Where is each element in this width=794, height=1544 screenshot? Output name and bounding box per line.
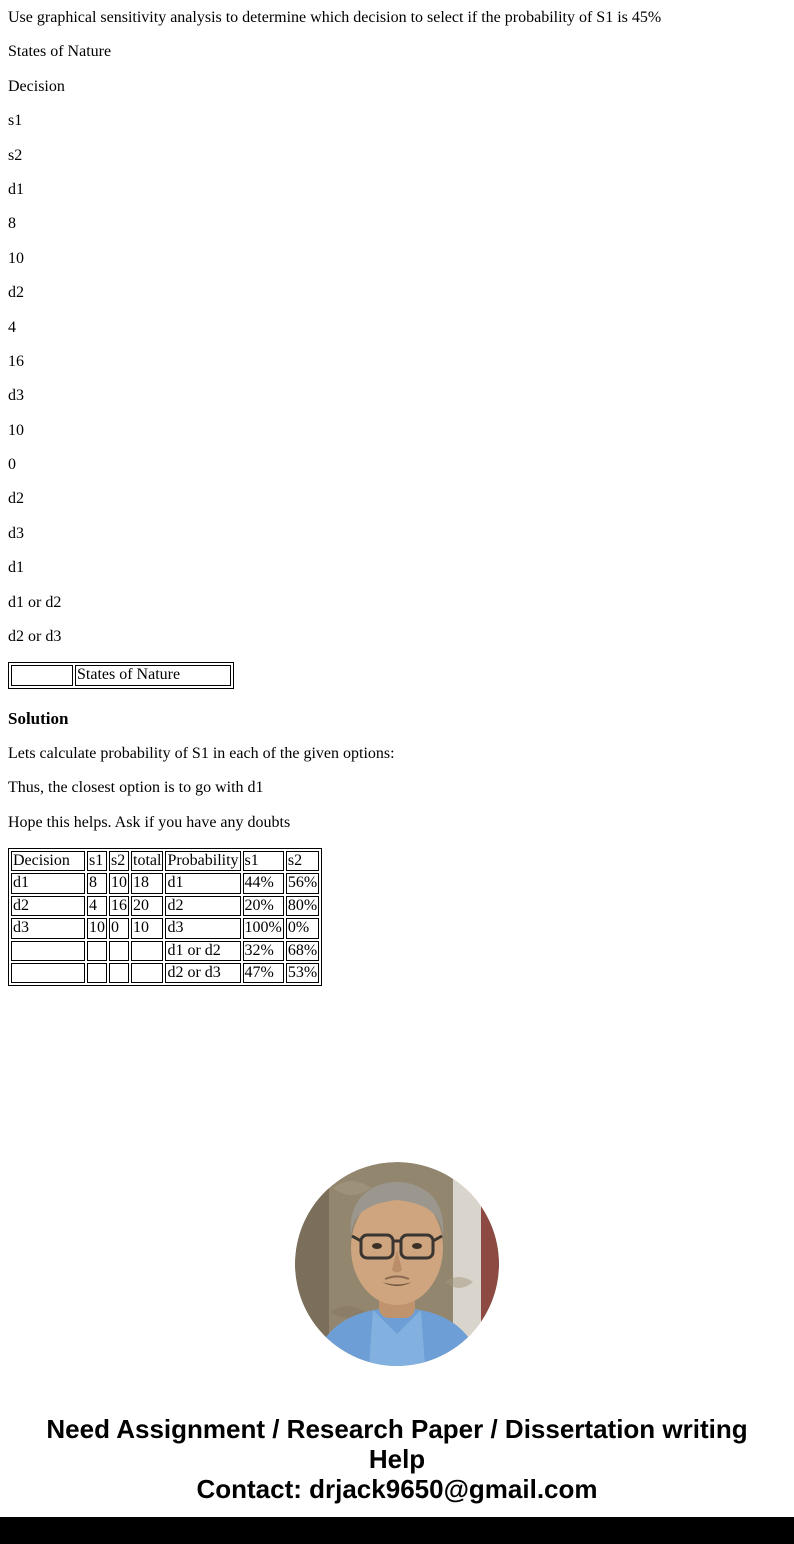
table-row [11, 873, 319, 893]
table-cell: 47% [243, 963, 284, 983]
table-cell: 80% [286, 896, 319, 916]
intro-line: 4 [8, 318, 16, 336]
intro-line: s2 [8, 146, 23, 164]
table-row [11, 896, 319, 916]
table-cell [11, 941, 85, 961]
table-cell: d2 or d3 [165, 963, 240, 983]
table-cell: 68% [286, 941, 319, 961]
bottom-bar [0, 1517, 794, 1544]
table-cell: 10 [131, 918, 163, 938]
table-cell [87, 941, 107, 961]
intro-line: 16 [8, 352, 24, 370]
table-cell: 16 [109, 896, 129, 916]
intro-line: d1 [8, 559, 24, 577]
solution-paragraph: Thus, the closest option is to go with d1 [8, 779, 264, 797]
header-cell: s1 [243, 851, 284, 871]
table-cell: d1 [165, 873, 240, 893]
table-cell: 44% [243, 873, 284, 893]
table-cell [87, 963, 107, 983]
intro-line: d3 [8, 524, 24, 542]
table-header-row [11, 851, 319, 871]
header-cell: Decision [11, 851, 85, 871]
table-row [11, 941, 319, 961]
footer-contact-text: Contact: drjack9650@gmail.com [196, 1474, 598, 1505]
table-row [11, 918, 319, 938]
table-cell: d3 [11, 918, 85, 938]
table-cell: 20% [243, 896, 284, 916]
header-cell: s1 [87, 851, 107, 871]
intro-line: States of Nature [8, 43, 112, 61]
intro-line: s1 [8, 112, 23, 130]
question-text: Use graphical sensitivity analysis to determine which decision to select if the probability of S1 is 45% [8, 9, 662, 26]
intro-line: d2 [8, 490, 24, 508]
intro-line: 0 [8, 456, 16, 474]
intro-line: 10 [8, 249, 24, 267]
table-cell: d2 [165, 896, 240, 916]
table-cell: d1 [11, 873, 85, 893]
table-cell: 56% [286, 873, 319, 893]
footer-banner [8, 1414, 786, 1504]
intro-line: d1 [8, 180, 24, 198]
table-cell: d2 [11, 896, 85, 916]
table-cell: 8 [87, 873, 107, 893]
intro-line: d1 or d2 [8, 593, 62, 611]
intro-line: 8 [8, 215, 16, 233]
table-cell: 18 [131, 873, 163, 893]
table-cell: 100% [243, 918, 284, 938]
intro-line: Decision [8, 77, 65, 95]
table-cell [131, 963, 163, 983]
table-cell: 10 [87, 918, 107, 938]
probability-table [8, 848, 322, 986]
solution-paragraph: Hope this helps. Ask if you have any doubts [8, 813, 291, 831]
table-cell: 32% [243, 941, 284, 961]
states-of-nature-table [8, 662, 234, 688]
table-cell [109, 963, 129, 983]
footer-help-text: Need Assignment / Research Paper / Dissertation writing Help [46, 1414, 748, 1475]
table-cell [131, 941, 163, 961]
solution-paragraph: Lets calculate probability of S1 in each of the given options: [8, 744, 395, 762]
table-cell: 53% [286, 963, 319, 983]
avatar [295, 1162, 499, 1366]
intro-line: d2 [8, 284, 24, 302]
table-cell [11, 963, 85, 983]
table-cell: States of Nature [75, 665, 231, 685]
table-cell: 0% [286, 918, 319, 938]
intro-line: 10 [8, 421, 24, 439]
solution-heading: Solution [8, 708, 69, 728]
header-cell: total [131, 851, 163, 871]
table-row [11, 665, 231, 685]
table-row [11, 963, 319, 983]
header-cell: s2 [286, 851, 319, 871]
header-cell: Probability [165, 851, 240, 871]
intro-line: d3 [8, 387, 24, 405]
avatar-container [8, 1162, 786, 1366]
table-cell [109, 941, 129, 961]
table-cell: 10 [109, 873, 129, 893]
table-cell: 0 [109, 918, 129, 938]
intro-line: d2 or d3 [8, 628, 62, 646]
header-cell: s2 [109, 851, 129, 871]
tutor-photo-icon [295, 1162, 499, 1366]
table-cell: 4 [87, 896, 107, 916]
table-cell: d1 or d2 [165, 941, 240, 961]
table-cell [11, 665, 73, 685]
table-cell: 20 [131, 896, 163, 916]
table-cell: d3 [165, 918, 240, 938]
